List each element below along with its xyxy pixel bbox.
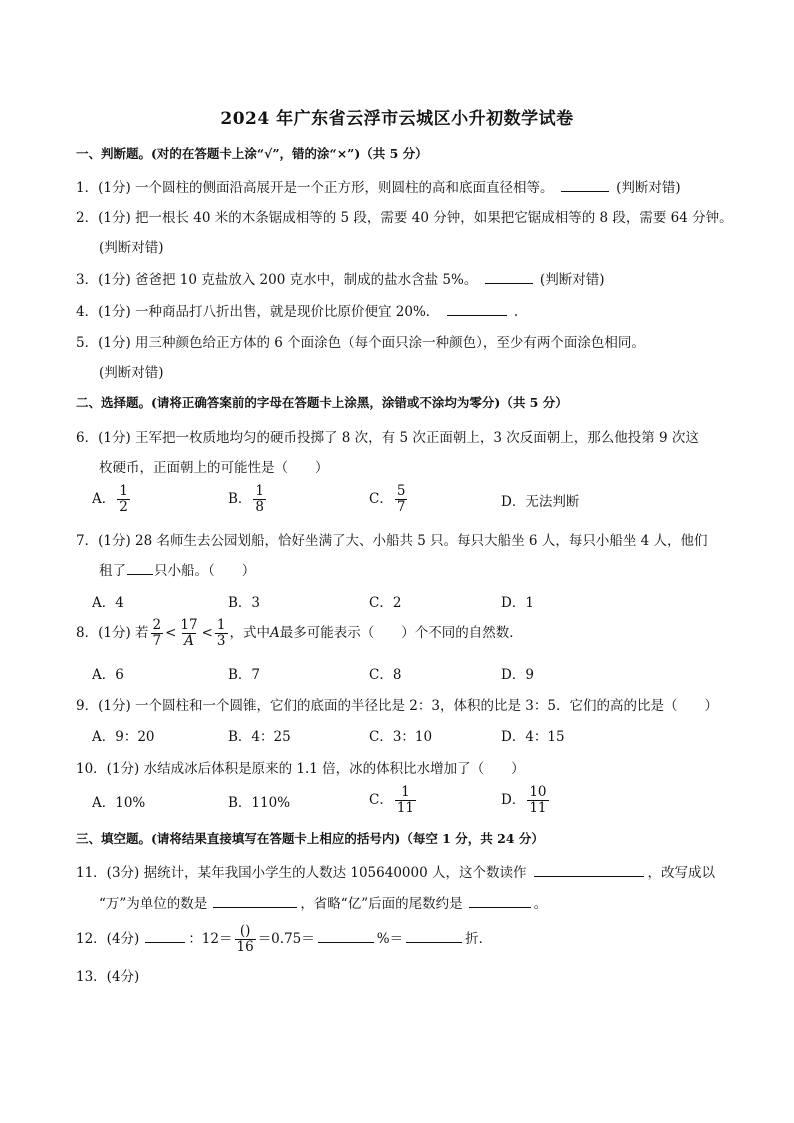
- question-text: ，改写成以: [647, 865, 715, 881]
- question-text: 2．(1分) 把一根长 40 米的木条锯成相等的 5 段，需要 40 分钟，如果把它锯成相等的 8 段，需要 64 分钟。: [76, 210, 733, 226]
- question-5-continued: [99, 361, 164, 381]
- option-b[interactable]: B．4：25: [228, 729, 291, 745]
- question-text-continued: 。: [533, 896, 548, 912]
- option-a[interactable]: A．9：20: [92, 729, 155, 745]
- question-10: [76, 757, 525, 777]
- option-a[interactable]: [92, 484, 132, 515]
- question-text: 11．(3分) 据统计，某年我国小学生的人数达 105640000 人，这个数读作: [76, 865, 527, 881]
- option-label: C．: [369, 791, 393, 808]
- question-11-continued: [99, 892, 547, 912]
- question-text: ，式中: [229, 624, 271, 641]
- fraction-denominator: 11: [396, 799, 415, 816]
- question-12: [76, 924, 492, 955]
- section-heading-judgement: 一、判断题。(对的在答题卡上涂“√”，错的涂“×”)（共 5 分）: [76, 146, 428, 161]
- fraction-denominator: 11: [529, 799, 547, 816]
- option-d[interactable]: D．4：15: [501, 729, 565, 745]
- fraction-denominator: 7: [396, 498, 406, 515]
- option-c[interactable]: C．2: [369, 595, 402, 611]
- option-d[interactable]: D．1: [501, 595, 534, 611]
- question-tail: (判断对错): [99, 365, 164, 381]
- question-7: [76, 529, 708, 549]
- option-c[interactable]: [369, 484, 409, 515]
- question-text: ＝0.75＝: [257, 930, 315, 947]
- fraction-denominator: 8: [255, 498, 265, 515]
- fraction-denominator: 3: [216, 632, 226, 649]
- question-tail: .: [513, 304, 519, 320]
- option-b[interactable]: [228, 484, 268, 515]
- fraction-denominator: 7: [152, 632, 162, 649]
- fraction: [151, 618, 164, 649]
- question-text: 6．(1分) 王军把一枚质地均匀的硬币投掷了 8 次，有 5 次正面朝上，3 次反面朝上，那么他投第 9 次这: [76, 430, 699, 446]
- section-heading-choice: 二、选择题。(请将正确答案前的字母在答题卡上涂黑，涂错或不涂均为零分)（共 5 分）: [76, 395, 568, 410]
- option-c[interactable]: [369, 785, 418, 816]
- fraction-numerator[interactable]: (): [239, 923, 251, 939]
- answer-blank[interactable]: [469, 894, 531, 908]
- option-b[interactable]: B．110%: [228, 795, 291, 811]
- fraction-denominator: 2: [119, 498, 128, 515]
- question-2-continued: [99, 236, 164, 256]
- fraction-numerator: 5: [396, 483, 406, 499]
- question-text-continued: 枚硬币，正面朝上的可能性是（ ）: [99, 460, 329, 476]
- answer-blank[interactable]: [213, 894, 297, 908]
- option-label: C．: [369, 490, 393, 507]
- answer-blank[interactable]: [485, 270, 533, 284]
- option-d[interactable]: D．无法判断: [501, 494, 580, 510]
- option-d[interactable]: [501, 785, 551, 816]
- option-c[interactable]: C．3：10: [369, 729, 433, 745]
- variable: A: [270, 624, 280, 641]
- question-text: 10．(1分) 水结成冰后体积是原来的 1.1 倍，冰的体积比水增加了（ ）: [76, 761, 525, 777]
- option-label: A．: [92, 490, 116, 507]
- question-tail: (判断对错): [616, 180, 681, 196]
- fraction: [215, 618, 228, 649]
- question-tail: (判断对错): [539, 272, 605, 288]
- question-2: [76, 206, 733, 226]
- fraction-numerator: 10: [529, 784, 547, 800]
- question-5: [76, 331, 645, 351]
- question-text-continued: 租了: [99, 563, 126, 579]
- question-6: [76, 426, 699, 446]
- question-1: [76, 176, 681, 196]
- question-9: [76, 694, 718, 714]
- option-b[interactable]: B．7: [228, 667, 261, 683]
- fraction-numerator: 1: [119, 483, 128, 499]
- question-text: 12．(4分): [76, 930, 140, 947]
- option-a[interactable]: A．4: [92, 595, 124, 611]
- question-text: 最多可能表示（ ）个不同的自然数．: [279, 624, 523, 641]
- option-c[interactable]: C．8: [369, 667, 402, 683]
- question-tail: (判断对错): [99, 240, 164, 256]
- section-heading-fill-in: 三、填空题。(请将结果直接填写在答题卡上相应的括号内)（每空 1 分，共 24 分）: [76, 831, 544, 846]
- question-text-continued: ，省略“亿”后面的尾数约是: [300, 896, 463, 912]
- question-text-continued: “万”为单位的数是: [99, 896, 208, 912]
- answer-blank[interactable]: [127, 561, 153, 575]
- fraction-numerator: 1: [216, 617, 226, 633]
- question-text: 折．: [465, 930, 493, 947]
- question-6-continued: [99, 456, 329, 476]
- question-8: [76, 618, 523, 649]
- less-than-sign: <: [165, 624, 177, 641]
- question-text: 7．(1分) 28 名师生去公园划船，恰好坐满了大、小船共 5 只。每只大船坐 6 人，每只小船坐 4 人，他们: [76, 533, 708, 549]
- page-title: 2024 年广东省云浮市云城区小升初数学试卷: [220, 109, 574, 129]
- option-b[interactable]: B．3: [228, 595, 261, 611]
- fraction-numerator: 1: [401, 784, 410, 800]
- question-7-continued: [99, 559, 255, 579]
- fraction-numerator: 1: [255, 483, 265, 499]
- question-text: 4．(1分) 一种商品打八折出售，就是现价比原价便宜 20%．: [76, 304, 440, 320]
- answer-blank[interactable]: [318, 929, 374, 943]
- fraction-denominator: A: [184, 632, 194, 649]
- question-text: 13．(4分): [76, 969, 140, 985]
- question-text: ：12＝: [188, 930, 233, 947]
- question-text: 8．(1分) 若: [76, 624, 149, 641]
- option-label: B．: [228, 490, 252, 507]
- question-3: [76, 268, 604, 288]
- question-text: 3．(1分) 爸爸把 10 克盐放入 200 克水中，制成的盐水含盐 5%。: [76, 272, 478, 288]
- fraction: [235, 924, 256, 955]
- option-a[interactable]: A．10%: [92, 795, 146, 811]
- fraction: [395, 785, 416, 816]
- fraction: [253, 484, 266, 515]
- fraction: [527, 785, 548, 816]
- answer-blank[interactable]: [561, 178, 609, 192]
- fraction-numerator: 2: [152, 617, 162, 633]
- option-a[interactable]: A．6: [92, 667, 124, 683]
- option-label: D．: [501, 791, 526, 808]
- question-text: %＝: [376, 930, 404, 947]
- fraction-numerator: 17: [180, 617, 198, 633]
- fraction: [178, 618, 199, 649]
- fraction: [117, 484, 130, 515]
- answer-blank[interactable]: [447, 302, 507, 316]
- option-d[interactable]: D．9: [501, 667, 534, 683]
- answer-blank[interactable]: [534, 863, 644, 877]
- less-than-sign: <: [201, 624, 213, 641]
- question-text: 5．(1分) 用三种颜色给正方体的 6 个面涂色（每个面只涂一种颜色），至少有两个面涂色相同。: [76, 335, 645, 351]
- question-text: 9．(1分) 一个圆柱和一个圆锥，它们的底面的半径比是 2：3，体积的比是 3：5．它们的高的比是（ ）: [76, 698, 718, 714]
- question-4: [76, 300, 518, 320]
- answer-blank[interactable]: [145, 929, 185, 943]
- question-11: [76, 861, 715, 881]
- question-text: 1．(1分) 一个圆柱的侧面沿高展开是一个正方形，则圆柱的高和底面直径相等。: [76, 180, 554, 196]
- question-text-continued: 只小船。（ ）: [154, 563, 256, 579]
- answer-blank[interactable]: [406, 929, 462, 943]
- fraction: [395, 484, 408, 515]
- question-13: [76, 965, 139, 985]
- fraction-denominator: 16: [236, 938, 254, 955]
